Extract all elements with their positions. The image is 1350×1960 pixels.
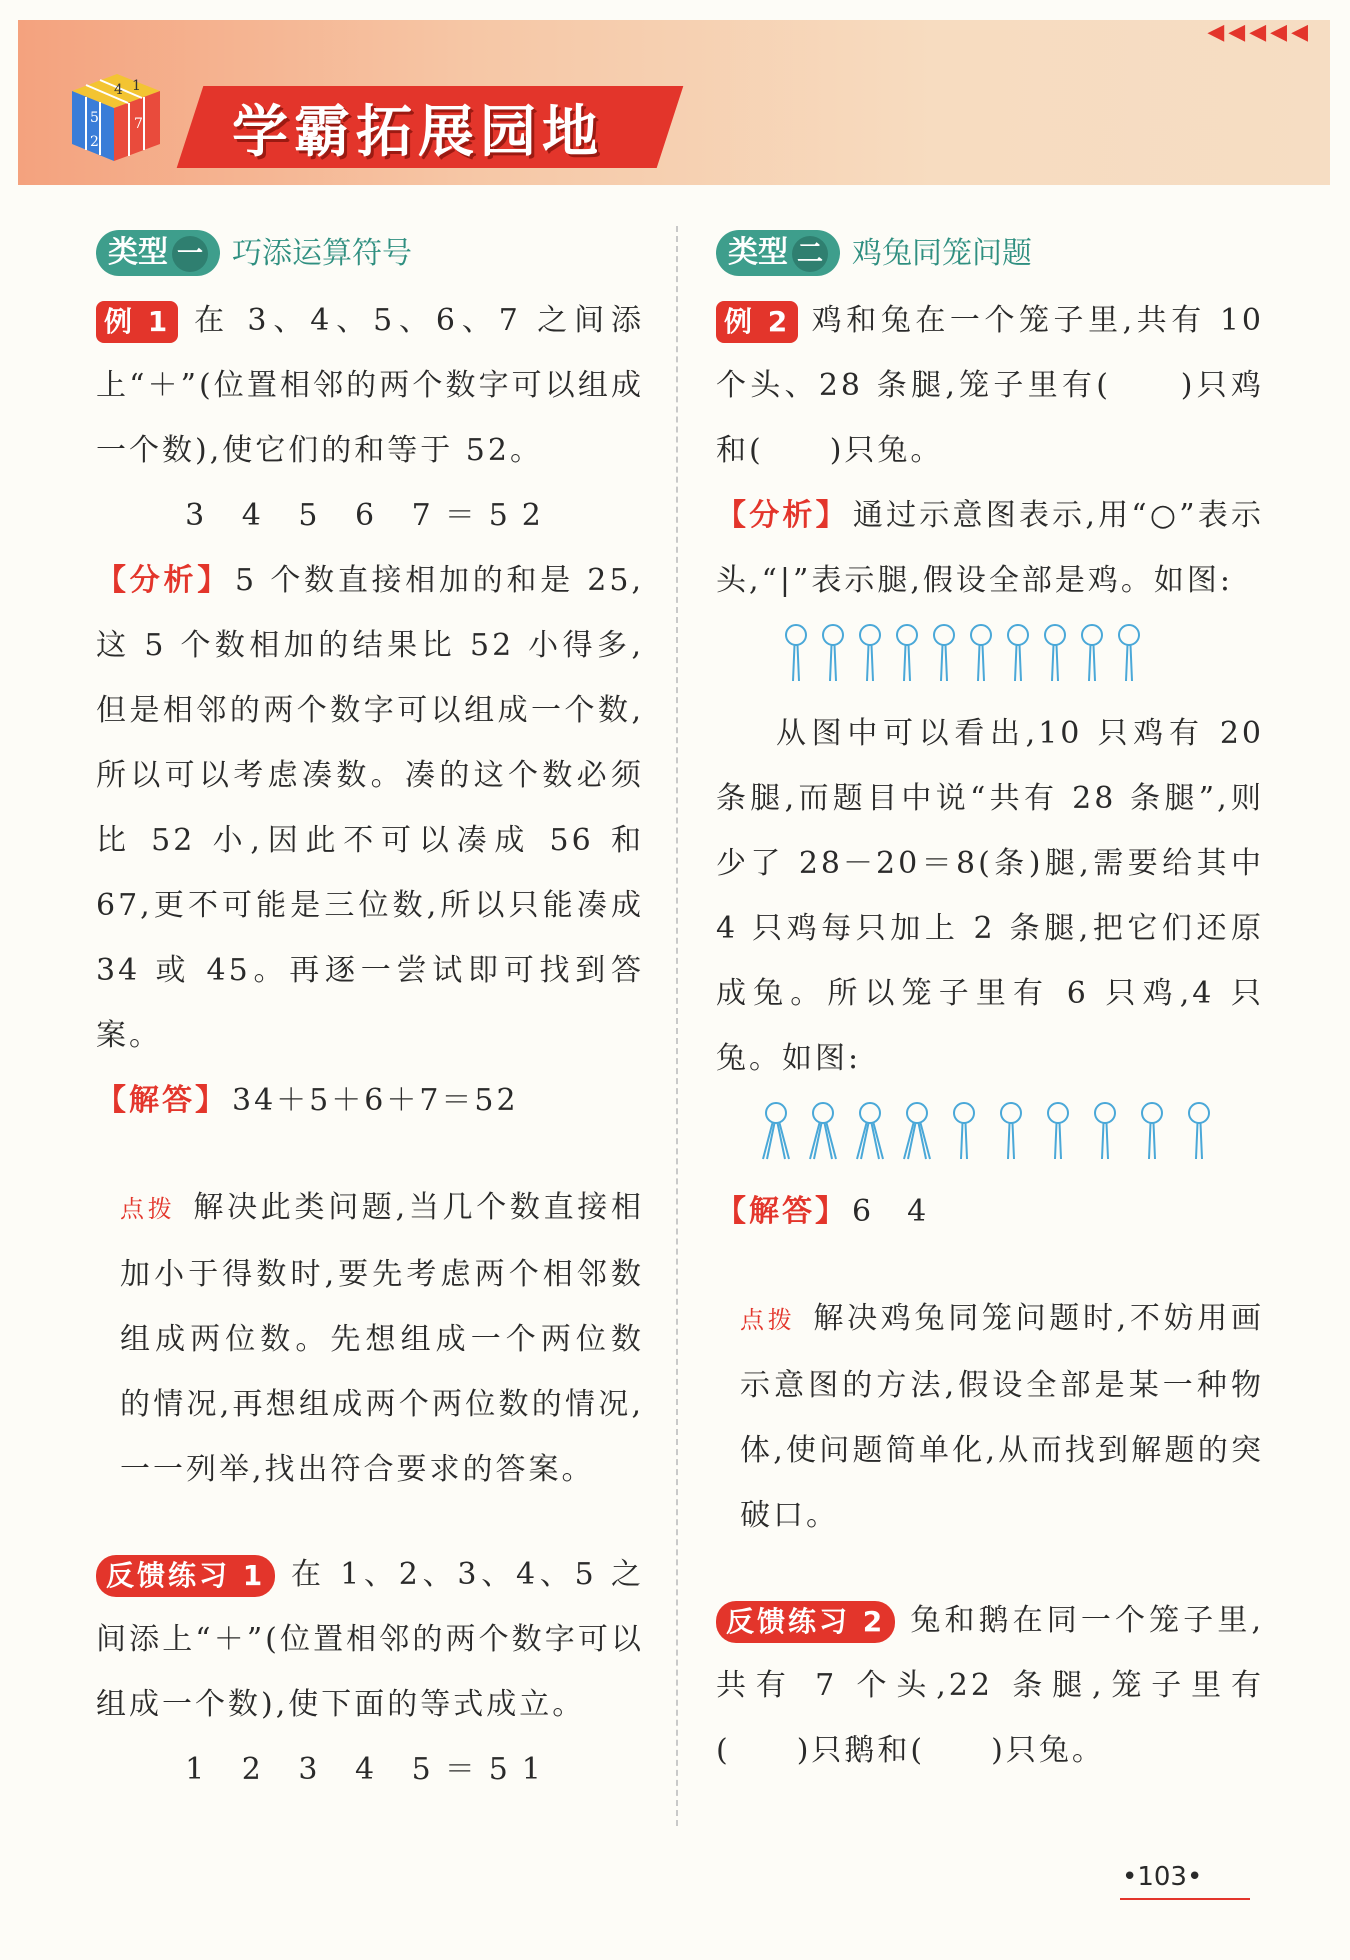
example-equation: 3 4 5 6 7＝52: [185, 498, 555, 533]
answer-tag: 【解答】: [96, 1083, 228, 1118]
chicken-figure: [971, 625, 991, 681]
chicken-figure: [1001, 1103, 1021, 1159]
tip-label: 点拨: [740, 1306, 796, 1334]
cube-digit: 7: [134, 116, 143, 132]
chicken-figure: [897, 625, 917, 681]
example-tag: 例 2: [716, 301, 798, 343]
chicken-figure: [1048, 1103, 1068, 1159]
feedback-tag: 反馈练习 1: [96, 1555, 275, 1597]
answer-tag: 【解答】: [716, 1194, 848, 1229]
chicken-figure: [1082, 625, 1102, 681]
header-arrows: ◀◀◀◀◀: [1207, 20, 1312, 45]
chicken-figure: [934, 625, 954, 681]
feedback-1: 反馈练习 1 在 1、2、3、4、5 之间添上“＋”(位置相邻的两个数字可以组成一个数),使下面的等式成立。: [96, 1557, 644, 1722]
left-column: [96, 222, 644, 1802]
tip: 点拨 解决此类问题,当几个数直接相加小于得数时,要先考虑两个相邻数组成两位数。先想组成一个两位数的情况,再想组成两个两位数的情况,一一列举,找出符合要求的答案。: [120, 1190, 645, 1487]
cube-digit: 4: [114, 82, 123, 98]
type-badge: 类型 二: [716, 230, 840, 276]
rabbit-figure: [810, 1103, 836, 1159]
header-title: 学霸拓展园地: [232, 100, 604, 165]
chicken-figure: [1142, 1103, 1162, 1159]
cube-digit: 5: [90, 110, 99, 126]
example-2: 例 2 鸡和兔在一个笼子里,共有 10 个头、28 条腿,笼子里有( )只鸡和( )只兔。: [716, 303, 1264, 468]
chicken-rabbit-diagram: [756, 1099, 1264, 1169]
type-heading: [96, 222, 644, 284]
analysis: 【分析】 通过示意图表示,用“○”表示头,“|”表示腿,假设全部是鸡。如图:: [716, 498, 1265, 598]
chicken-diagram: [776, 621, 1264, 691]
tip: 点拨 解决鸡兔同笼问题时,不妨用画示意图的方法,假设全部是某一种物体,使问题简单化,从而找到解题的突破口。: [740, 1301, 1265, 1533]
answer: 【解答】 6 4: [716, 1194, 930, 1229]
analysis: 【分析】 5 个数直接相加的和是 25,这 5 个数相加的结果比 52 小得多,但是相邻的两个数字可以组成一个数,所以可以考虑凑数。凑的这个数必须比 52 小,因此不可以凑成 56 和 67,更不可能是三位数,所以只能凑成 34 或 45。再逐一尝试即可找到答案。: [96, 563, 644, 1053]
chicken-figure: [786, 625, 806, 681]
rabbit-figure: [857, 1103, 883, 1159]
rubik-cube-icon: [62, 66, 168, 166]
cube-digit: 2: [90, 134, 99, 150]
column-divider: [676, 226, 678, 1826]
type-heading: [716, 222, 1264, 284]
chicken-figure: [860, 625, 880, 681]
type-title: 鸡兔同笼问题: [852, 235, 1032, 271]
tip-label: 点拨: [120, 1195, 176, 1223]
feedback-tag: 反馈练习 2: [716, 1601, 895, 1643]
chicken-figure: [823, 625, 843, 681]
rabbit-figure: [904, 1103, 930, 1159]
feedback-2: 反馈练习 2 兔和鹅在同一个笼子里,共有 7 个头,22 条腿,笼子里有( )只鹅和( )只兔。: [716, 1603, 1264, 1768]
right-column: [716, 222, 1264, 1783]
answer: 【解答】 34＋5＋6＋7＝52: [96, 1083, 519, 1118]
example-tag: 例 1: [96, 301, 178, 343]
chicken-figure: [1045, 625, 1065, 681]
cube-digit: 1: [132, 78, 141, 94]
page-number-underline: [1120, 1898, 1250, 1900]
chicken-figure: [1119, 625, 1139, 681]
analysis-tag: 【分析】: [96, 563, 231, 598]
type-badge: 类型 一: [96, 230, 220, 276]
rabbit-figure: [763, 1103, 789, 1159]
analysis-continued: 从图中可以看出,10 只鸡有 20 条腿,而题目中说“共有 28 条腿”,则少了 28－20＝8(条)腿,需要给其中 4 只鸡每只加上 2 条腿,把它们还原成兔。所以笼子里有 6 只鸡,4 只兔。如图:: [716, 716, 1264, 1076]
type-title: 巧添运算符号: [232, 235, 412, 271]
page-number: •103•: [1122, 1862, 1203, 1892]
feedback-equation: 1 2 3 4 5＝51: [185, 1752, 555, 1787]
analysis-tag: 【分析】: [716, 498, 849, 533]
example-1: 例 1 在 3、4、5、6、7 之间添上“＋”(位置相邻的两个数字可以组成一个数),使它们的和等于 52。: [96, 303, 644, 468]
chicken-figure: [1095, 1103, 1115, 1159]
chicken-figure: [1189, 1103, 1209, 1159]
chicken-figure: [954, 1103, 974, 1159]
chicken-figure: [1008, 625, 1028, 681]
